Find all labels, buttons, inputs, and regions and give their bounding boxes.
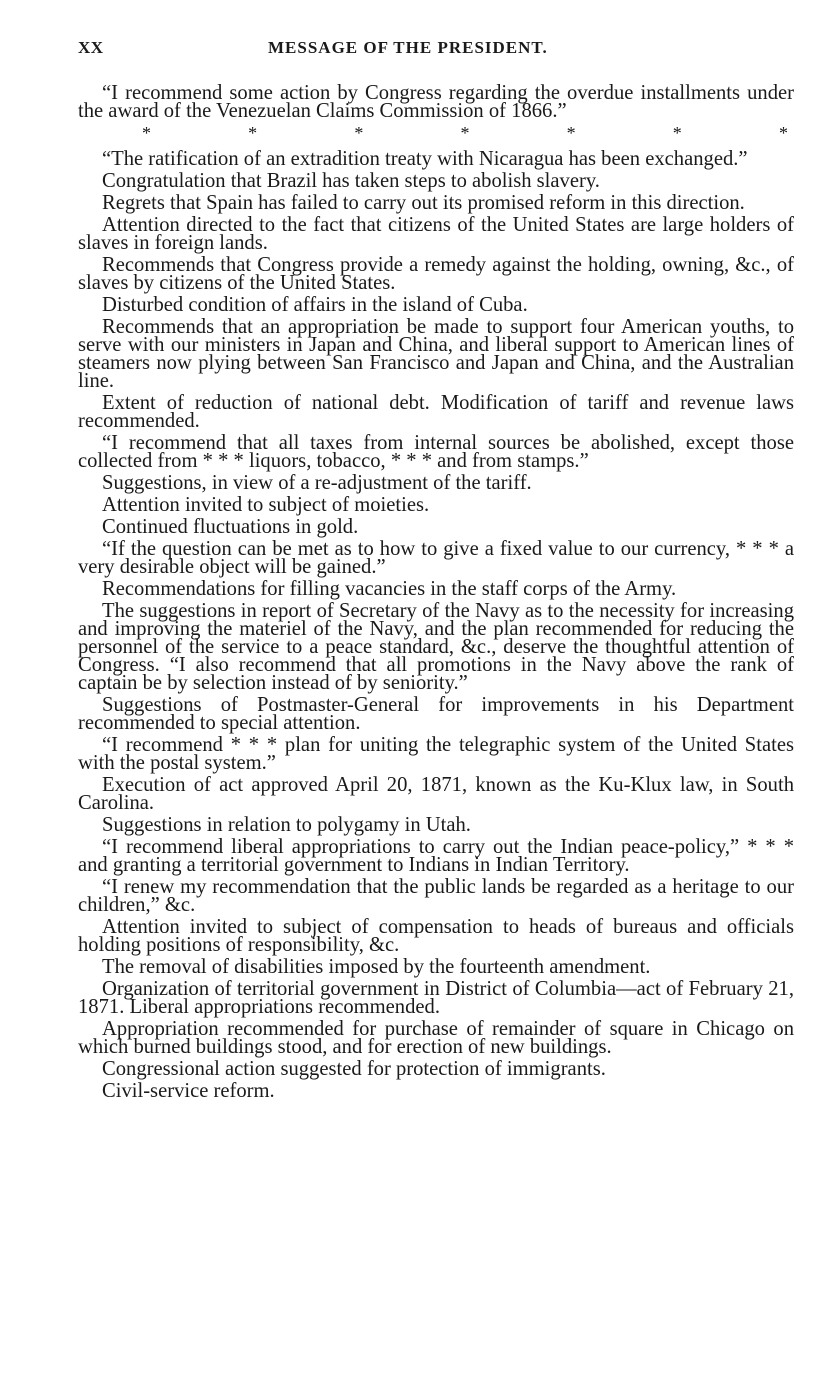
paragraph: Organization of territorial government in District of Columbia—act of February 21, 1871. Liberal appropriations recommended. (78, 978, 794, 1018)
paragraph: Congratulation that Brazil has taken steps to abolish slavery. (102, 170, 600, 192)
paragraph: Civil-service reform. (102, 1080, 275, 1102)
paragraph: “I recommend liberal appropriations to carry out the Indian peace-policy,” * * * and granting a territorial government to Indians in Indian Territory. (78, 836, 794, 876)
paragraph: Suggestions of Postmaster-General for improvements in his Department recommended to special attention. (78, 694, 794, 734)
paragraph: Attention directed to the fact that citizens of the United States are large holders of slaves in foreign lands. (78, 214, 794, 254)
star-mark: * (460, 123, 470, 143)
paragraph: Congressional action suggested for protection of immigrants. (102, 1058, 606, 1080)
paragraph: “I renew my recommendation that the public lands be regarded as a heritage to our children,” &c. (78, 876, 794, 916)
paragraph: “I recommend that all taxes from internal sources be abolished, except those collected from * * * liquors, tobacco, * * * and from stamps.” (78, 432, 794, 472)
paragraph: The suggestions in report of Secretary of the Navy as to the necessity for increasing and improving the materiel of the Navy, and the plan recommended for reducing the personnel of the service to a peace standard, &c., deserve the thoughtful attention of Congress. “I also recommend that all promotions in the Navy above the rank of captain be by selection instead of by seniority.” (78, 600, 794, 694)
paragraph: Appropriation recommended for purchase of remainder of square in Chicago on which burned buildings stood, and for erection of new buildings. (78, 1018, 794, 1058)
paragraph: “If the question can be met as to how to give a fixed value to our currency, * * * a very desirable object will be gained.” (78, 538, 794, 578)
running-head: MESSAGE OF THE PRESIDENT. (268, 38, 548, 57)
paragraph: Attention invited to subject of compensation to heads of bureaus and officials holding positions of responsibility, &c. (78, 916, 794, 956)
star-mark: * (672, 123, 682, 143)
paragraph: Recommends that Congress provide a remedy against the holding, owning, &c., of slaves by citizens of the United States. (78, 254, 794, 294)
ellipsis-stars (78, 124, 794, 142)
paragraph: Regrets that Spain has failed to carry out its promised reform in this direction. (102, 192, 745, 214)
paragraph: Suggestions in relation to polygamy in Utah. (102, 814, 471, 836)
star-mark: * (778, 123, 788, 143)
star-mark: * (354, 123, 364, 143)
paragraph: “The ratification of an extradition treaty with Nicaragua has been exchanged.” (102, 148, 748, 170)
star-mark: * (248, 123, 258, 143)
page-header (78, 38, 794, 68)
paragraph: Recommendations for filling vacancies in the staff corps of the Army. (102, 578, 677, 600)
paragraph: Continued fluctuations in gold. (102, 516, 359, 538)
paragraph: “I recommend some action by Congress regarding the overdue installments under the award of the Venezuelan Claims Commission of 1866.” (78, 82, 794, 122)
paragraph: “I recommend * * * plan for uniting the telegraphic system of the United States with the postal system.” (78, 734, 794, 774)
document-page (78, 38, 794, 1104)
paragraph: Attention invited to subject of moieties. (102, 494, 430, 516)
paragraph: Execution of act approved April 20, 1871, known as the Ku-Klux law, in South Carolina. (78, 774, 794, 814)
document-body (78, 84, 794, 1100)
paragraph: The removal of disabilities imposed by the fourteenth amendment. (102, 956, 651, 978)
paragraph: Disturbed condition of affairs in the island of Cuba. (102, 294, 528, 316)
paragraph: Suggestions, in view of a re-adjustment of the tariff. (102, 472, 532, 494)
star-mark: * (566, 123, 576, 143)
star-mark: * (142, 123, 151, 143)
page-number: XX (78, 38, 104, 57)
paragraph: Recommends that an appropriation be made to support four American youths, to serve with our ministers in Japan and China, and liberal support to American lines of steamers now plying between San Francisco and Japan and China, and the Australian line. (78, 316, 794, 392)
paragraph: Extent of reduction of national debt. Modification of tariff and revenue laws recommended. (78, 392, 794, 432)
